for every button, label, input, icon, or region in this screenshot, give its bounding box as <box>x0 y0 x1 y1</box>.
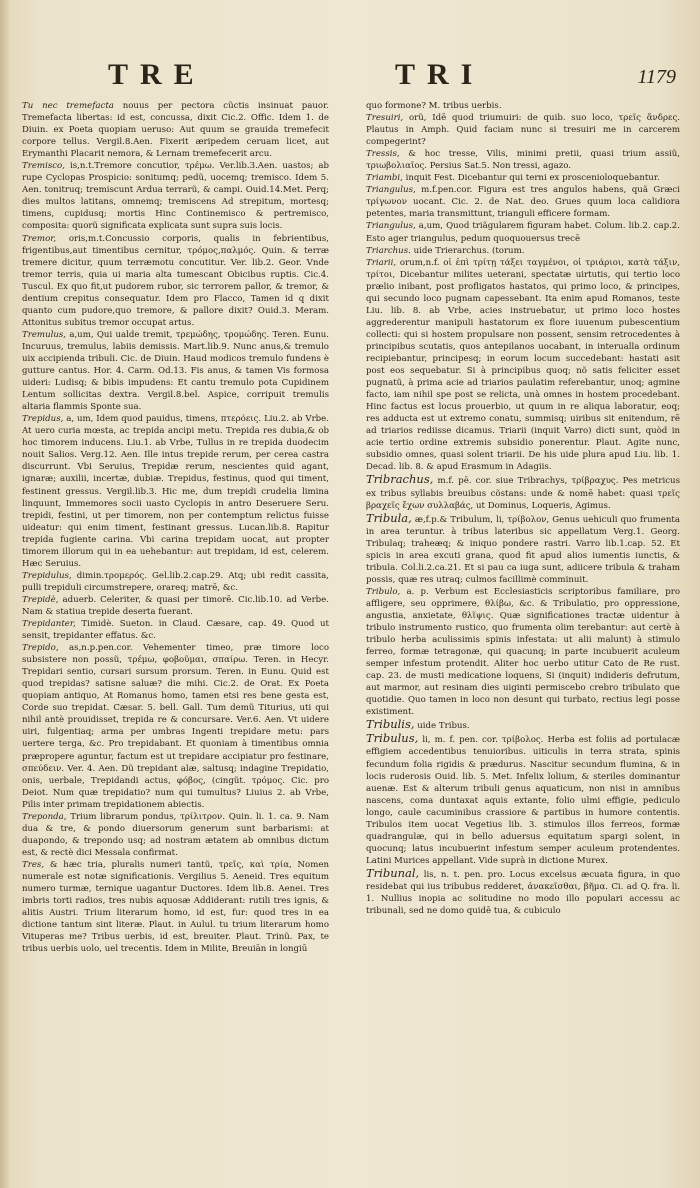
entry-text: is,n.t.Tremore concutior, τρέμω. Ver.lib.3.Aen. uastos; ab rupe Cyclopas Prospicio: sonitumq; pedũ, uocemq; tremisco. Idem 5. Aen. tonitruq; tremiscunt Ardua terrarũ, & campi. Ouid.14.Met. Perq; dies multos latitans, omnemq; tremiscens Ad strepitum, mortesq; timens, cupidusq; mortis Hinc Continemisco & pertremisco, composita: quorũ significata explicata sunt supra suis locis. <box>22 161 329 232</box>
entry-headword: Tribrachus, <box>366 472 434 487</box>
entry-text: dimin.τρομερός. Gel.lib.2.cap.29. Atq; ubi redit cassita, pulli trepiduli circumstrepere, orareq; matrē, &c. <box>22 570 329 593</box>
dictionary-entry <box>22 570 329 594</box>
dictionary-entry <box>366 148 680 172</box>
entry-text: uide Tribus. <box>417 721 470 732</box>
dictionary-entry <box>22 811 329 859</box>
dictionary-entry <box>22 594 329 618</box>
entry-headword: Tremor, <box>22 233 57 244</box>
dictionary-entry <box>366 245 680 257</box>
entry-headword: Tressis, <box>366 149 400 160</box>
dictionary-entry <box>366 112 680 148</box>
entry-text: nouus per pectora cũctis insinuat pauor. Tremefacta libertas: id est, concussa, dixit Cic.2. Offic. Idem 1. de Diuin. ex Poeta quopiam ueruso: Aut quum se grauida tremefecit corpore tellus. Vergil.8.Aen. Fixerit æripedem ceruam licet, aut Erymanthi Placarit nemora, & Lernam tremefecerit arcu. <box>22 101 329 160</box>
dictionary-entry <box>22 413 329 570</box>
left-column <box>22 100 329 1180</box>
entry-text: æ,f.p.& Tribulum, li, τρίβολον, Genus uehiculi quo frumenta in area teruntur. à tribus lateribus sic appellatum Verg.1. Georg. Tribulaq; traheæq; & iniquo pondere rastri. Varro lib.1.cap. 52. Et spicis in area excuti grana, quod fit apud alios iumentis iunctis, & tribula. Col.li.2.ca.21. Et si pau ca iuga sunt, adiicere tribula & traham possis, quæ res utraq; culmos facillimè comminuit. <box>366 514 680 585</box>
dictionary-entry <box>22 233 329 329</box>
entry-text: aduerb. Celeriter, & quasi per timorē. Cic.lib.10. ad Verbe. Nam & statiua trepide deserta fuerant. <box>22 594 329 617</box>
entry-text: m.f.pen.cor. Figura est tres angulos habens, quã Græci τρίγωνον uocant. Cic. 2. de Nat. deo. Grues quum loca calidiora petentes, maria transmittunt, trianguli efficere formam. <box>366 185 680 220</box>
entry-text: inquit Fest. Dicebantur qui terni ex prosceniоloquebantur. <box>405 173 660 184</box>
entry-headword: Tres, <box>22 859 45 870</box>
left-running-head: TRE <box>108 58 206 91</box>
dictionary-entry <box>366 220 680 244</box>
entry-headword: Triarchus. <box>366 245 411 256</box>
entry-text: quo formone? M. tribus uerbis. <box>366 101 502 111</box>
dictionary-entry <box>366 732 680 867</box>
entry-text: oris,m.t.Concussio corporis, qualis in febrientibus, frigentibus,aut timentibus cernitur, τρόμος,παλμός. Quin. & terræ tremere dicitur, quum terræmotu concutitur. Ver. lib.2. Geor. Vnde tremor terris, quia ui maria alta tumescant Obicibus ruptis. Cic.4. Tuscul. Ex quo fit,ut pudorem rubor, sic terrorem pallor, & tremor, & dentium crepitus consequatur. Idem pro Flacco, Tamen id q dixit quanto cum pudore,quo tremore, & pallore dixit? Ouid.3. Meram. Attonitus subitus tremor occupat artus. <box>22 233 329 328</box>
entry-text: orũ, Idē quod triumuiri: de quib. suo loco, τρεῖς ἄνδρες. Plautus in Amph. Quid faciam nunc si tresuiri me in carcerem compegerint? <box>366 113 680 148</box>
entry-headword: Tribulis, <box>366 717 415 732</box>
entry-text: & hæc tria, pluralis numeri tantũ, τρεῖς, καὶ τρία, Nomen numerale est notæ significationis. Vergilius 5. Aeneid. Tres equitum numero turmæ, ternique uagantur Ductores. Idem lib.8. Aenei. Tres imbris torti radios, tres nubis aquosæ Addiderant: rutili tres ignis, & alitis Austri. Trium literarum homo, id est, fur: quod tres in ea dictione tantum sint literæ. Plaut. in Aulul. tu trium literarum homo Vituperas me? Tribus uerbis, id est, breuiter. Plaut. Trinũ. Pax, te tribus uerbis uolo, uel trecentis. Idem in Milite, Breuiān in longiū <box>22 859 329 955</box>
entry-text: a. p. Verbum est Ecclesiasticis scriptoribus familiare, pro affligere, seu opprimere, θλίβω, &c. & Tribulatio, pro oppressione, angustia, anxietate, θλῖψις. Quæ significationes tractæ uidentur à tribulo instrumento rustico, quo frumenta olim terebantur: aut certè à tribulo herba aculissimis spinis infestata: ut alii malunt) à stimulo ferreo, formæ tetragonæ, qui quacunq; in parte incubuerit aculeum semper infestum protendit. Aliter hoc uerbo utitur Cato de Re rust. cap. 23. de musti medicatione loquens, Si (inquit) indideris defrutum, aut marmor, aut resinam dies uiginti permiscebo crebro tribulato que quotidie. Quo tamen in loco non desunt qui turbato, rectius legi posse existiment. <box>366 586 680 718</box>
dictionary-entry <box>22 329 329 413</box>
entry-text: & hoc tresse, Vilis, minimi pretii, quasi trium assiũ, τριωβολιαῖος. Persius Sat.5. Non tressi, agazo. <box>366 149 680 172</box>
entry-text: as,n.p.pen.cor. Vehementer timeo, præ timore loco subsistere non possũ, τρέμω, φοβοῦμαι, σπαίρω. Teren. in Hecyr. Trepidari sentio, cursari sursum prorsum. Teren. in Eunu. Quid est quod trepidas? satisne saluæ? die mihi. Cic.2. de Orat. Ex Poeta quopiam antiquo, At Romanus homo, tamen etsi res bene gesta est, Corde suo trepidat. Cæsar. 5. bell. Gall. Tum demũ Titurius, uti qui nihil antè prouidisset, trepida re & concursare. Ver.6. Aen. Vt uidere uiri, fulgentiaq; arma per umbras Ingenti trepidare metu: pars uertere terga, &c. Pro trepidabant. Et quoniam à timentibus omnia præpropere aguntur, factum est ut trepidare accipiatur pro festinare, σπεύδειν. Ver. 4. Aen. Dũ trepidant alæ, saltusq; indagine Trepidatio, onis, uerbale, Trepidandi actus, φόβος, (cingũt. τρόμος. Cic. pro Deiot. Num quæ trepidatio? num qui tumultus? Liuius 2. ab Vrbe, Pilis inter primam trepidationem abiectis. <box>22 643 329 810</box>
dictionary-entry <box>366 586 680 719</box>
entry-headword: Tremisco, <box>22 161 65 172</box>
right-column <box>366 100 680 1180</box>
entry-headword: Trepidè, <box>22 594 59 605</box>
entry-text: a, um, Idem quod pauidus, timens, πτερόεις. Liu.2. ab Vrbe. At uero curia mœsta, ac trepida ancipi metu. Trepida res dubia,& ob hoc timorem inducens. Liu.1. ab Vrbe, Tullus in re trepida duodecim nouit Salios. Verg.12. Aen. Ille intus trepide rerum, per cerea castra discurrunt. Vbi Seruius, Trepidæ rerum, nescientes quid agant, ignaræ; auxilii, incertæ, dubiæ. Trepidus, festinus, quod qui timent, festinent gressus. Vergil.lib.3. Hic me, dum trepidi crudelia limina linquunt, Immemores socii uasto Cyclopis in antro Deseruere Seru. trepidi, festini, ut per timorem, non per contemptum relictus fuisse uideatur: qui enim timent, festinant gressus. Lucan.lib.8. Rapitur trepida fugiente carina. Vbi carina trepidam uocat, aut propter timorem illorum qui in ea uehebantur: aut trepidam, id est, celerem. Hæc Seruius. <box>22 414 329 569</box>
entry-headword: Tribula, <box>366 510 412 525</box>
entry-headword: Triangulus, <box>366 221 416 232</box>
page-header <box>0 58 700 98</box>
entry-headword: Tremulus, <box>22 329 67 340</box>
dictionary-entry <box>366 184 680 220</box>
entry-text: a,um, Quod triãgularem figuram habet. Colum. lib.2. cap.2. Esto ager triangulus, pedum quoquouersus trecē <box>366 221 680 244</box>
dictionary-entry <box>366 473 680 511</box>
entry-text: m.f. pē. cor. siue Tribrachys, τρίβραχυς. Pes metricus ex tribus syllabis breuibus cõstans: unde & nomē habet: quasi τρεῖς βραχεῖς ἔχων συλλαβάς, ut Dominus, Loqueris, Agimus. <box>366 476 680 511</box>
entry-headword: Triarii, <box>366 257 397 268</box>
dictionary-entry <box>22 160 329 232</box>
dictionary-entry <box>22 859 329 955</box>
entry-text: Trium librarum pondus, τρίλιτρον. Quin. li. 1. ca. 9. Nam dua & tre, & pondo diuersorum generum sunt barbarismi: at duapondo, & trepondo usq; ad nostram ætatem ab omnibus dictum est, & rectè dici Messala confirmat. <box>22 811 329 858</box>
entry-headword: Tribulo, <box>366 586 401 597</box>
entry-text: Timidè. Sueton. in Claud. Cæsare, cap. 49. Quod ut sensit, trepidanter effatus. &c. <box>22 619 329 642</box>
entry-text: orum,n.f. οἱ ἐπὶ τρίτῃ τάξει ταγμένοι, οἱ τριάριοι, κατὰ τάξιν, τρίτοι, Dicebantur milites ueterani, spectatæ uirtutis, qui tertio loco prælio inibant, post profligatos hastatos, qui primo loco, & principes, qui secundo loco pugnam capessebant. Ita enim apud Romanos, teste Liu. lib. 8. ab Vrbe, acies instruebatur, ut primo loco hostes aggrederentur manipuli hastatorum ex flore iuuenum pubescentium collecti: qui si hostem propulsare non possent, sensim retrocedentes à principibus scutatis, quos antepilanos uocabant, in interualla ordinum recipiebantur, principesq; in eorum locum succedebant: hastati asit post eos sequebatur. Si à principibus quoq; nõ satis feliciter esset pugnatũ, à prima acie ad triarios paulatim referebantur, unoq; agmine facto, iam nihil spe post se relicta, unà omnes in hostem procedebant. Hinc factus est locus prouerbio, ut quum in re aliqua laboratur, eoq; res adducta est ut extremo conatu, summisq; uiribus sit enitendum, rē ad triarios rediisse dicamus. Triarii (inquit Varro) dicti sunt, quòd in acie tertio ordine extremis subsidio ponerentur. Plaut. Agite nunc, subsidio omnes, quasi solent triarii. De his uide plura apud Liu. lib. 1. Decad. lib. 8. & apud Erasmum in Adagiis. <box>366 257 680 473</box>
entry-headword: Triambi, <box>366 173 403 184</box>
dictionary-entry <box>22 100 329 160</box>
dictionary-entry <box>22 618 329 642</box>
entry-headword: Trepido, <box>22 643 59 654</box>
entry-headword: Tresuiri, <box>366 113 404 124</box>
dictionary-entry <box>366 512 680 586</box>
dictionary-entry <box>366 257 680 474</box>
dictionary-entry <box>22 642 329 811</box>
entry-headword: Trepidus, <box>22 414 64 425</box>
entry-headword: Tribunal, <box>366 865 420 880</box>
dictionary-entry <box>366 867 680 917</box>
entry-text: lis, n. t. pen. pro. Locus excelsus æcuata figura, in quo residebat qui ius tribubus redderet, ἀνακεῖσθαι, βῆμα. Ci. ad Q. fra. li. 1. Nullius inopia ac solitudine no modo illo populari accessu ac tribunali, sed ne domo quidē tua, & cubiculo <box>366 869 680 917</box>
right-running-head: TRI <box>395 58 485 91</box>
entry-text: li, m. f. pen. cor. τρίβολος. Herba est foliis ad portulacæ effigiem accedentibus tenuioribus. uiticulis in terra strata, spinis fecundum folia rigidis & prædurus. Nascitur secundum flumina, & in locis ruderosis Ouid. lib. 5. Met. Infelix lolium, & steriles dominantur auenæ. Est & alterum tribuli genus aquaticum, non nisi in amnibus nascens, coma duntaxat aquis extante, folio ulmi effigie, pediculo longo, caule cacuminibus crassiore & partibus in humore contentis. Tribulos item uocat Vegetius lib. 3. stimulos illos ferreos, formæ quadrangulæ, qui in bello aduersus equitatum spargi solent, in quocunq; latus incubuerint infestum semper aculeum protendentes. Latini Murices appellant. Vide suprà in dictione Murex. <box>366 735 680 866</box>
entry-headword: Triangulus, <box>366 185 416 196</box>
page-spine-shadow <box>0 0 10 1188</box>
dictionary-entry <box>366 718 680 732</box>
dictionary-entry <box>366 172 680 184</box>
entry-headword: Tu nec tremefacta <box>22 101 114 111</box>
entry-headword: Treponda, <box>22 811 67 822</box>
entry-headword: Trepidulus, <box>22 570 72 581</box>
entry-headword: Trepidanter, <box>22 619 76 630</box>
page-number: 1179 <box>637 66 676 88</box>
entry-headword: Tribulus, <box>366 731 419 746</box>
entry-text: uide Trierarchus. (torum. <box>413 245 525 256</box>
dictionary-entry <box>366 100 680 112</box>
entry-text: a,um, Qui ualde tremit, τρεμώδης, τρομώδης. Teren. Eunu. Incuruus, tremulus, labiis demissis. Mart.lib.9. Nunc anus,& tremulo uix accipienda tribuli. Cic. de Diuin. Haud modicos tremulo fundens è gutture cantus. Hor. 4. Carm. Od.13. Fis anus, & tamen Vis formosa uideri: Ludisq; & bibis impudens: Et cantu tremulo pota Cupidinem Lentum sollicitas dextra. Vergil.8.bel. Aspice, corripuit tremulis altaria flammis Sponte sua. <box>22 329 329 413</box>
